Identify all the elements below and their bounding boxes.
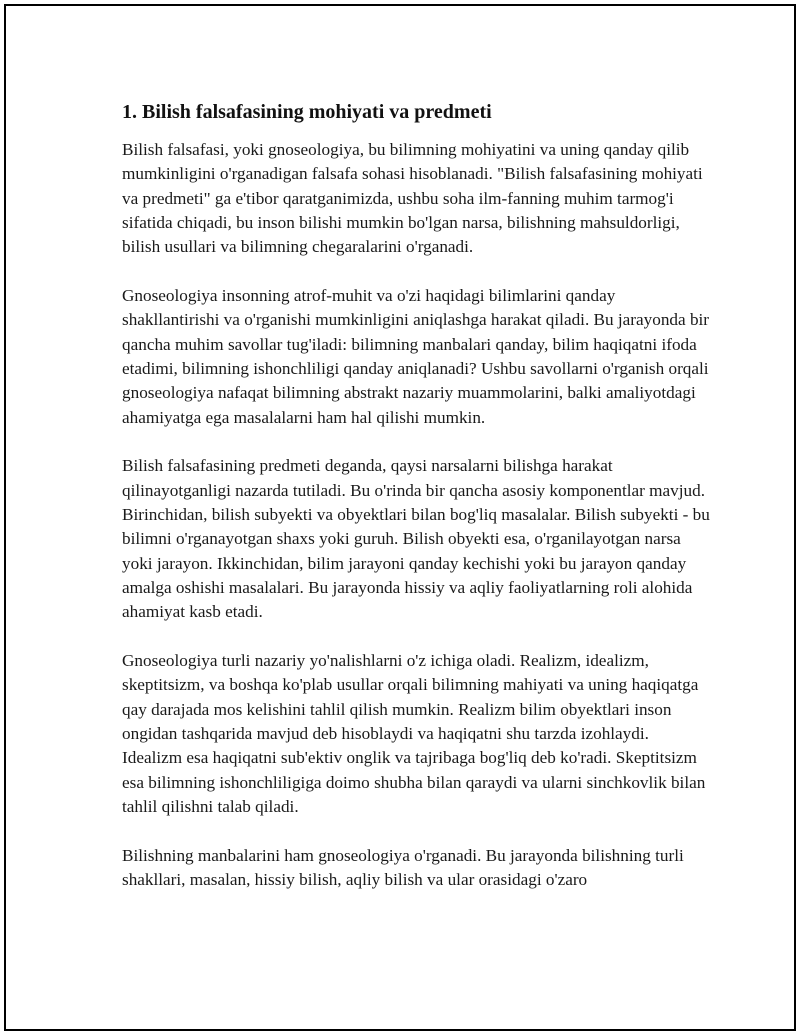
paragraph-4: Gnoseologiya turli nazariy yo'nalishlarni o'z ichiga oladi. Realizm, idealizm, skeptitsizm, va boshqa ko'plab usullar orqali bilimning mahiyati va uning haqiqatga qay darajada mos kelishini tahlil qilish mumkin. Realizm bilim obyektlari inson ongidan tashqarida mavjud deb hisoblaydi va haqiqatni shu tarzda izohlaydi. Idealizm esa haqiqatni sub'ektiv onglik va tajribaga bog'liq deb ko'radi. Skeptitsizm esa bilimning ishonchliligiga doimo shubha bilan qaraydi va ularni sinchkovlik bilan tahlil qilishni talab qiladi. (122, 651, 706, 816)
section-heading: 1. Bilish falsafasining mohiyati va predmeti (122, 101, 492, 123)
paragraph-2: Gnoseologiya insonning atrof-muhit va o'zi haqidagi bilimlarini qanday shakllantirishi va o'rganishi mumkinligini aniqlashga harakat qiladi. Bu jarayonda bir qancha muhim savollar tug'iladi: bilimning manbalari qanday, bilim haqiqatni ifoda etadimi, bilimning ishonchliligi qanday aniqlanadi? Ushbu savollarni o'rganish orqali gnoseologiya nafaqat bilimning abstrakt nazariy muammolarini, balki amaliyotdagi ahamiyatga ega masalalarni ham hal qilishi mumkin. (122, 286, 710, 427)
document-body (122, 99, 712, 917)
paragraph-1: Bilish falsafasi, yoki gnoseologiya, bu bilimning mohiyatini va uning qanday qilib mumkinligini o'rganadigan falsafa sohasi hisoblanadi. "Bilish falsafasining mohiyati va predmeti" ga e'tibor qaratganimizda, ushbu soha ilm-fanning muhim tarmog'i sifatida chiqadi, bu inson bilishi mumkin bo'lgan narsa, bilishning mahsuldorligi, bilish usullari va bilimning chegaralarini o'rganadi. (122, 140, 703, 257)
paragraph-5: Bilishning manbalarini ham gnoseologiya o'rganadi. Bu jarayonda bilishning turli shakllari, masalan, hissiy bilish, aqliy bilish va ular orasidagi o'zaro (122, 845, 684, 890)
page-frame (4, 4, 796, 1031)
paragraph-3: Bilish falsafasining predmeti deganda, qaysi narsalarni bilishga harakat qilinayotganligi nazarda tutiladi. Bu o'rinda bir qancha asosiy komponentlar mavjud. Birinchidan, bilish subyekti va obyektlari bilan bog'liq masalalar. Bilish subyekti - bu bilimni o'rganayotgan shaxs yoki guruh. Bilish obyekti esa, o'rganilayotgan narsa yoki jarayon. Ikkinchidan, bilim jarayoni qanday kechishi yoki bu jarayon qanday amalga oshishi masalalari. Bu jarayonda hissiy va aqliy faoliyatlarning roli alohida ahamiyat kasb etadi. (122, 456, 710, 622)
